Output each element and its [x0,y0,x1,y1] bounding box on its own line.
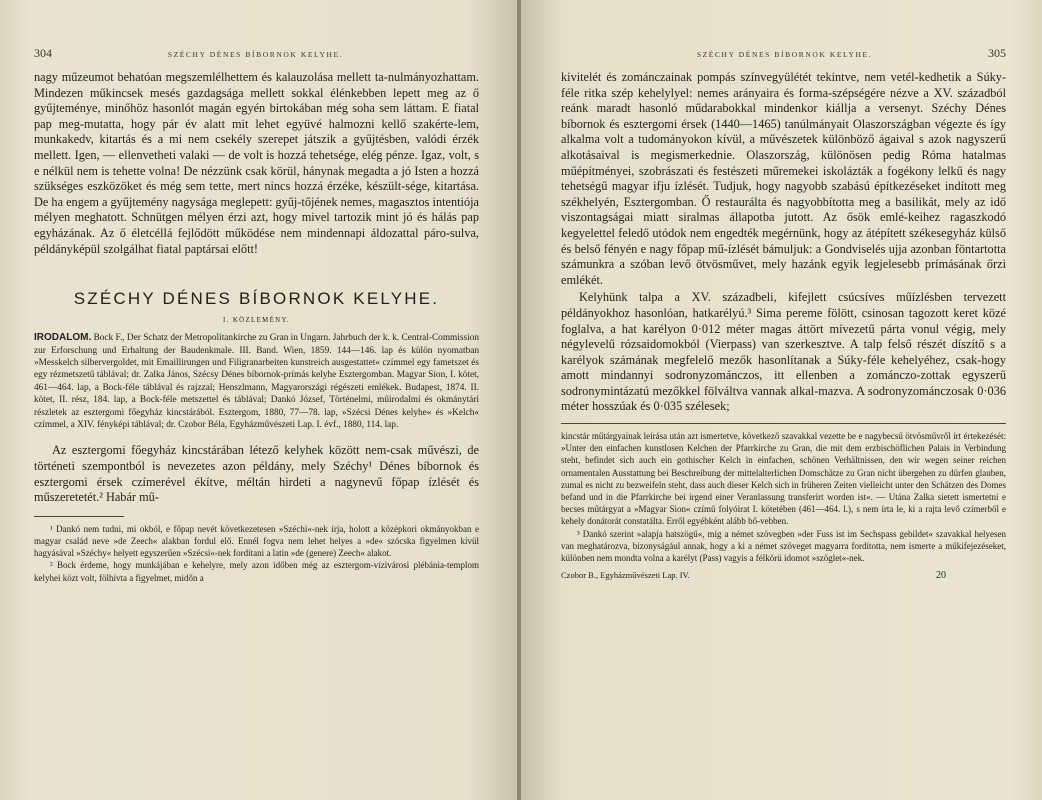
left-running-title: SZÉCHY DÉNES BÍBORNOK KELYHE. [167,50,344,59]
right-footnotes [561,430,1006,564]
left-main-paragraph: Az esztergomi főegyház kincstárában létező kelyhek között nem-csak művészi, de történeti szempontból is nevezetes azon példány, mely Széchy¹ Dénes bíbornok és esztergomi érsek czímerével ékítve, méltán hirdeti a nagynevű főpap ízlését és műszeretetét.² Habár mű- [34,443,479,505]
footnote-rule-right [561,423,1006,424]
irodalom-label: IRODALOM. [34,332,92,344]
right-running-head [561,46,1006,62]
right-page-number: 305 [988,46,1006,60]
chapter-subtitle: I. KÖZLEMÉNY. [223,317,290,325]
irodalom-block [34,332,479,431]
left-footnotes [34,523,479,584]
irodalom-text: Bock F., Der Schatz der Metropolitankirche zu Gran in Ungarn. Jahrbuch der k. k. Central-Commission zur Erforschung und Erhaltung der Baudenkmale. III. Band. Wien, 1859. 144—146. lap és külön nyomatban »Messkelch silbervergoldet, mit Emaillirungen und Filigranarbeiten kunstreich ausgestattet« czímmel egy fametszet és egy rézmetszetű táblával; dr. Zalka János, Szécsy Dénes bíbornok-prímás kelyhe Esztergomban. Magyar Sion, I. kötet, 461—464. lap, a Bock-féle táblával és rajzzal; Henszlmann, Magyarországi régészeti emlékek. Budapest, 1874. II. kötet, II. rész, 184. lap, a Bock-féle metszettel és táblával; Dankó József, Történelmi, műirodalmi és okmánytári részletek az esztergomi főegyház kincstárából. Esztergom, 1880, 77—78. lap, »Szécsi Dénes kelyhe« és »Kelch« czímmel, a XIV. fényképi táblával; dr. Czobor Béla, Egyházművészeti Lap. I. évf., 1880, 114. lap. [34,333,479,430]
signature-text: Czobor B., Egyházművészeti Lap. IV. [561,570,690,581]
footnote-continuation: kincstár műtárgyainak leírása után azt ismertetve, következő szavakkal vezette be e nagybecsű ötvösművről írt értekezését: »Unter den einfachen kunstlosen Kelchen der Pfarrkirche zu Gran, die mit dem erzbischöflichen Palais in Verbindung steht, befindet sich auch ein gothischer Kelch in einfachen, schönen Verhältnissen, den wir wegen seiner reichen ornamentalen Ausstattung bei Beschreibung der mittelalterlichen Domschätze zu Gran nicht übergehen zu dürfen glauben, zumal es nicht zu bezweifeln steht, dass auch dieser Kelch sich in früheren Zeiten vielleicht unter den Schätzen des Domes befand und in die Pfarrkirche bei irgend einer Veranlassung transferirt worden ist«. — Utána Zalka sietett ismertetni e becses műtárgyat a »Magyar Sion« czímű folyóirat I. kötetében (461—464. l.), s nem írta le, ki a rajta levő czímerből e kehely donátorát constatálta. Erről egyébként alább bő-vebben. [561,431,1006,527]
signature-line [561,570,1006,581]
left-page-number: 304 [34,46,52,60]
left-page [0,0,519,800]
chapter-title: SZÉCHY DÉNES BÍBORNOK KELYHE. [73,289,440,309]
right-page [521,0,1042,800]
footnote-rule-left [34,516,124,517]
footnote-3: ³ Dankó szerint »alapja hatszögű«, míg a német szövegben »der Fuss ist im Sechspass gebildet« szavakkal helyesen van meghatározva, bizonyságául annak, hogy a ki a német szöveget magyarra fordította, nem ismerte a műkifejezéseket, különben nem mondta volna a karélyt (Pass) vagyis a félkörü idomot »szöglet«-nek. [561,528,1006,564]
right-running-title: SZÉCHY DÉNES BÍBORNOK KELYHE. [696,50,873,59]
left-intro-paragraph: nagy műzeumot behatóan megszemlélhettem és kalauzolása mellett ta-nulmányozhattam. Mindezen műkincsek mesés gazdagsága mellett sokkal élénkebben lepett meg az ő gyűjteménye, minőhöz hasonlót magán egyén birtokában még soha sem láttam. E fiatal pap meg-mutatta, hogy pár év alatt mit lehet együvé halmozni kellő szakérte-lem, munkakedv, kitartás és a mi nem csekély szerepet játszik a gyűjtésben, valódi érzék mellett. Igen, — ellenvetheti valaki — de volt is hozzá tehetsége, elég pénze. Igaz, volt, s e nélkül nem is tehette volna! De nézzünk csak körül, hánynak megadta a jó Isten a hozzá szükséges eszközöket és még sem tette, mert nincs hozzá érzéke, készült-sége, kitartása. De ha engem a gyűjtemény nagysága meglepett: gyűj-tőjének nemes, magasztos intentiója mélyen meghatott. Schnütgen mélyen érzi azt, hogy mivel tartozik mint jó és hálás pap egyházának. Az ő életcéllá fejlődött működése nem mindennapi áldozattal páro-sulva, példányképül szolgálhat fiatal paptársai előtt! [34,70,479,256]
left-running-head [34,46,479,62]
right-paragraph-1: kivitelét és zománczainak pompás színvegyülétét tekintve, nem vetél-kedhetik a Súky-féle ritka szép kehelylyel: nemes arányaira és forma-szépségére nézve a XV. századból reánk maradt hasonló műdarabokkal mindenkor kiállja a versenyt. Széchy Dénes bíbornok és esztergomi érsek (1440—1465) tanúlmányait Olaszországban végezte és így alkalma volt a tudományokon kívül, a művészetek különböző ágaival s azok nagyszerű alkotásaival is megismerkednie. Olaszország, különösen pedig Róma hatalmas műépítményei, szobrászati és festészeti műremekei iskolázták a fogékony lelkű és nagy tehetségű magyar ifju ízlését. Tudjuk, hogy nagyobb szabású építkezéseket indított meg székhelyén, Esztergomban. Ő restaurálta és nagyobbította meg a basilikát, mely az idő viszontagságai miatt siralmas állapotba jutott. Az ősök emlé-keihez ragaszkodó kegyelettel feledő utódok nem engedték megérnünk, hogy az átépített székesegyház külső és belső fényén e nagy főpap mű-ízlését bámuljuk: a Gondviselés ujja azonban föntartotta számunkra a szóban levő ötvösművet, mely hazánk egyik legjelesebb prímásának őrzi emlékét. [561,70,1006,287]
right-paragraph-2: Kelyhünk talpa a XV. századbeli, kifejlett csúcsíves műízlésben tervezett példányokhoz hasonlóan, hatkarélyú.³ Sima pereme fölött, csinosan tagozott keret közé foglalva, a hat karélyon 0·012 méter magas áttört mívezetű párta vonul végig, mely négylevelű rózsaidomokból (Vierpass) van szerkesztve. A talp felső részét díszítő s a karélyok számának megfelelő mezők hasonlítanak a Súky-féle kehelyéhez, csak-hogy amott mindannyi sodronyzománczos, itt ellenben a zománczo-zottak egyszerű sodronymintázatú mezőkkel fölváltva vannak alkal-mazva. A sodronyzománczosak 0·036 méter hosszúak és 0·035 szélesek; [561,290,1006,414]
footnote-2: ² Bock érdeme, hogy munkájában e kehelyre, mely azon időben még az esztergom-vízivárosi plébánia-templom kelyhei közt volt, fölhívta a figyelmet, midőn a [34,560,479,583]
signature-number: 20 [936,570,946,582]
footnote-1: ¹ Dankó nem tudni, mi okból, e főpap nevét következetesen »Széchi«-nek írja, holott a középkori okmányokban e magyar család neve »de Zeech« alakban fordul elő. Ennél fogva nem lehet helyes a »de« szócska figyelmen kívül hagyásával »Széchy« helyett egyszerűen »Szécsi«-nek fordítani a latin »de (genere) Zeech« alakot. [34,523,479,559]
